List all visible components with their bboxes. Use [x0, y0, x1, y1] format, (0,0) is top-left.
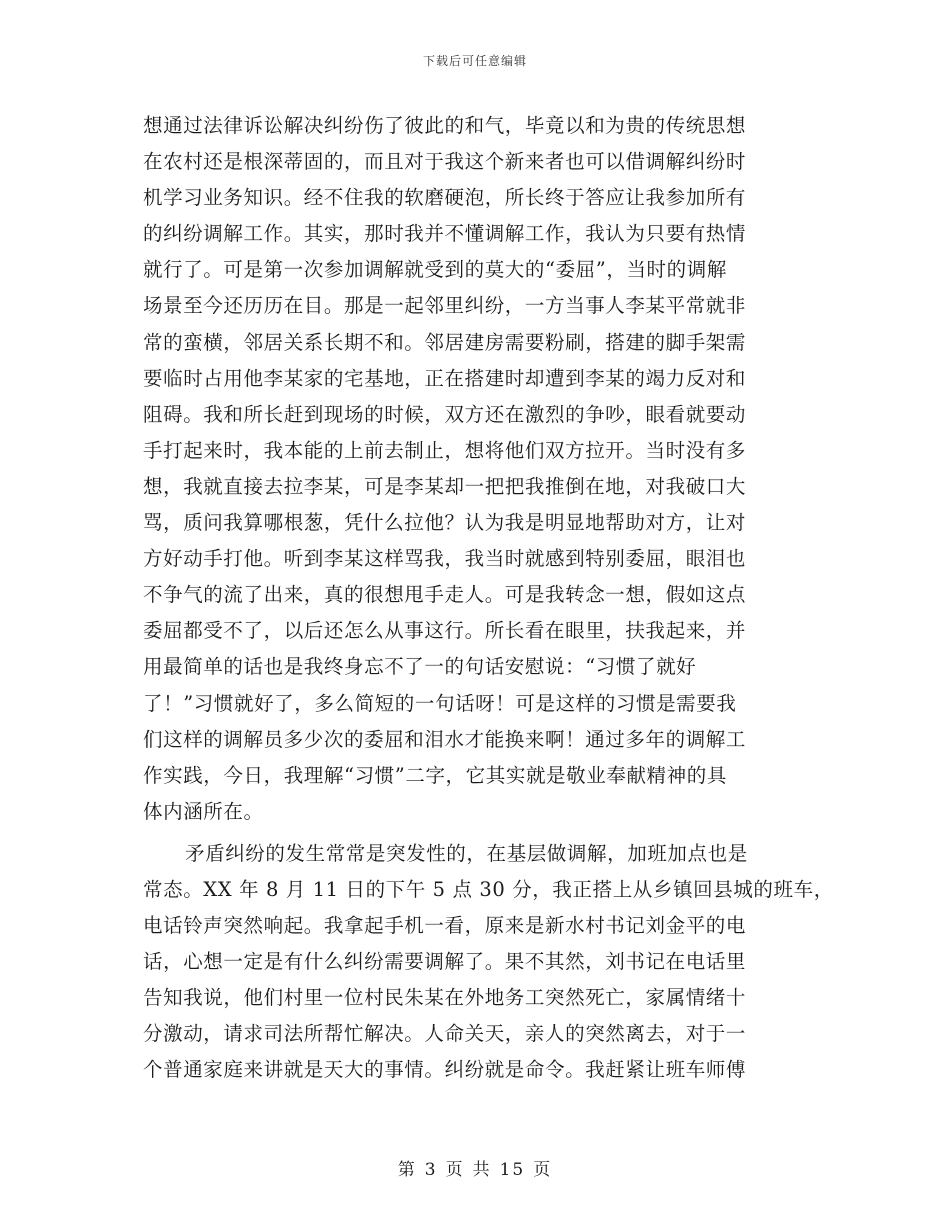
page-footer — [0, 1155, 950, 1180]
text-line: 方好动手打他。听到李某这样骂我，我当时就感到特别委屈，眼泪也 — [143, 547, 747, 571]
text-line: 不争气的流了出来，真的很想甩手走人。可是我转念一想，假如这点 — [143, 583, 747, 607]
text-line: 想通过法律诉讼解决纠纷伤了彼此的和气，毕竟以和为贵的传统思想 — [143, 114, 747, 137]
text-line: 个普通家庭来讲就是天大的事情。纠纷就是命令。我赶紧让班车师傅 — [143, 1058, 747, 1082]
page-label-mid: 页 — [445, 1160, 465, 1180]
text-line: 分激动，请求司法所帮忙解决。人命关天，亲人的突然离去，对于一 — [143, 1022, 747, 1046]
text-line: 在农村还是根深蒂固的，而且对于我这个新来者也可以借调解纠纷时 — [143, 150, 747, 174]
text-line: 阻碍。我和所长赶到现场的时候，双方还在激烈的争吵，眼看就要动 — [143, 402, 747, 426]
text-line: 用最简单的话也是我终身忘不了一的句话安慰说：“习惯了就好 — [143, 655, 697, 679]
text-line: 手打起来时，我本能的上前去制止，想将他们双方拉开。当时没有多 — [143, 438, 747, 462]
text-line: 场景至今还历历在目。那是一起邻里纠纷，一方当事人李某平常就非 — [143, 294, 747, 318]
text-line: 想，我就直接去拉李某，可是李某却一把把我推倒在地，对我破口大 — [143, 474, 747, 498]
text-line: 机学习业务知识。经不住我的软磨硬泡，所长终于答应让我参加所有 — [143, 186, 747, 210]
page-header: 下载后可任意编辑 — [422, 54, 527, 68]
text-line: 的纠纷调解工作。其实，那时我并不懂调解工作，我认为只要有热情 — [143, 222, 747, 246]
text-line: 体内涵所在。 — [143, 799, 264, 823]
text-line: 委屈都受不了，以后还怎么从事这行。所长看在眼里，扶我起来，并 — [143, 619, 747, 643]
text-line: 常态。XX 年 8 月 11 日的下午 5 点 30 分，我正搭上从乡镇回县城的班车， — [143, 877, 834, 901]
page-label-prefix: 第 — [397, 1160, 417, 1180]
text-line: 矛盾纠纷的发生常常是突发性的，在基层做调解，加班加点也是 — [185, 841, 748, 865]
text-line: 电话铃声突然响起。我拿起手机一看，原来是新水村书记刘金平的电 — [143, 914, 747, 938]
text-line: 骂，质问我算哪根葱，凭什么拉他？认为我是明显地帮助对方，让对 — [143, 511, 747, 535]
page-label-total-prefix: 共 — [472, 1160, 492, 1180]
page-total: 15 — [499, 1160, 526, 1180]
paragraph-2 — [143, 836, 834, 1089]
text-line: 就行了。可是第一次参加调解就受到的莫大的“委屈”，当时的调解 — [143, 258, 727, 282]
paragraph-1 — [143, 108, 823, 830]
text-line: 话，心想一定是有什么纠纷需要调解了。果不其然，刘书记在电话里 — [143, 950, 747, 974]
text-line: 们这样的调解员多少次的委屈和泪水才能换来啊！通过多年的调解工 — [143, 727, 747, 751]
page-current: 3 — [424, 1160, 438, 1180]
text-line: 常的蛮横，邻居关系长期不和。邻居建房需要粉刷，搭建的脚手架需 — [143, 330, 747, 354]
page-label-suffix: 页 — [533, 1160, 553, 1180]
text-line: 要临时占用他李某家的宅基地，正在搭建时却遭到李某的竭力反对和 — [143, 366, 747, 390]
text-line: 作实践，今日，我理解“习惯”二字，它其实就是敬业奉献精神的具 — [143, 763, 727, 787]
body-text — [143, 108, 834, 1089]
text-line: 了！”习惯就好了，多么简短的一句话呀！可是这样的习惯是需要我 — [143, 691, 737, 715]
text-line: 告知我说，他们村里一位村民朱某在外地务工突然死亡，家属情绪十 — [143, 986, 747, 1010]
